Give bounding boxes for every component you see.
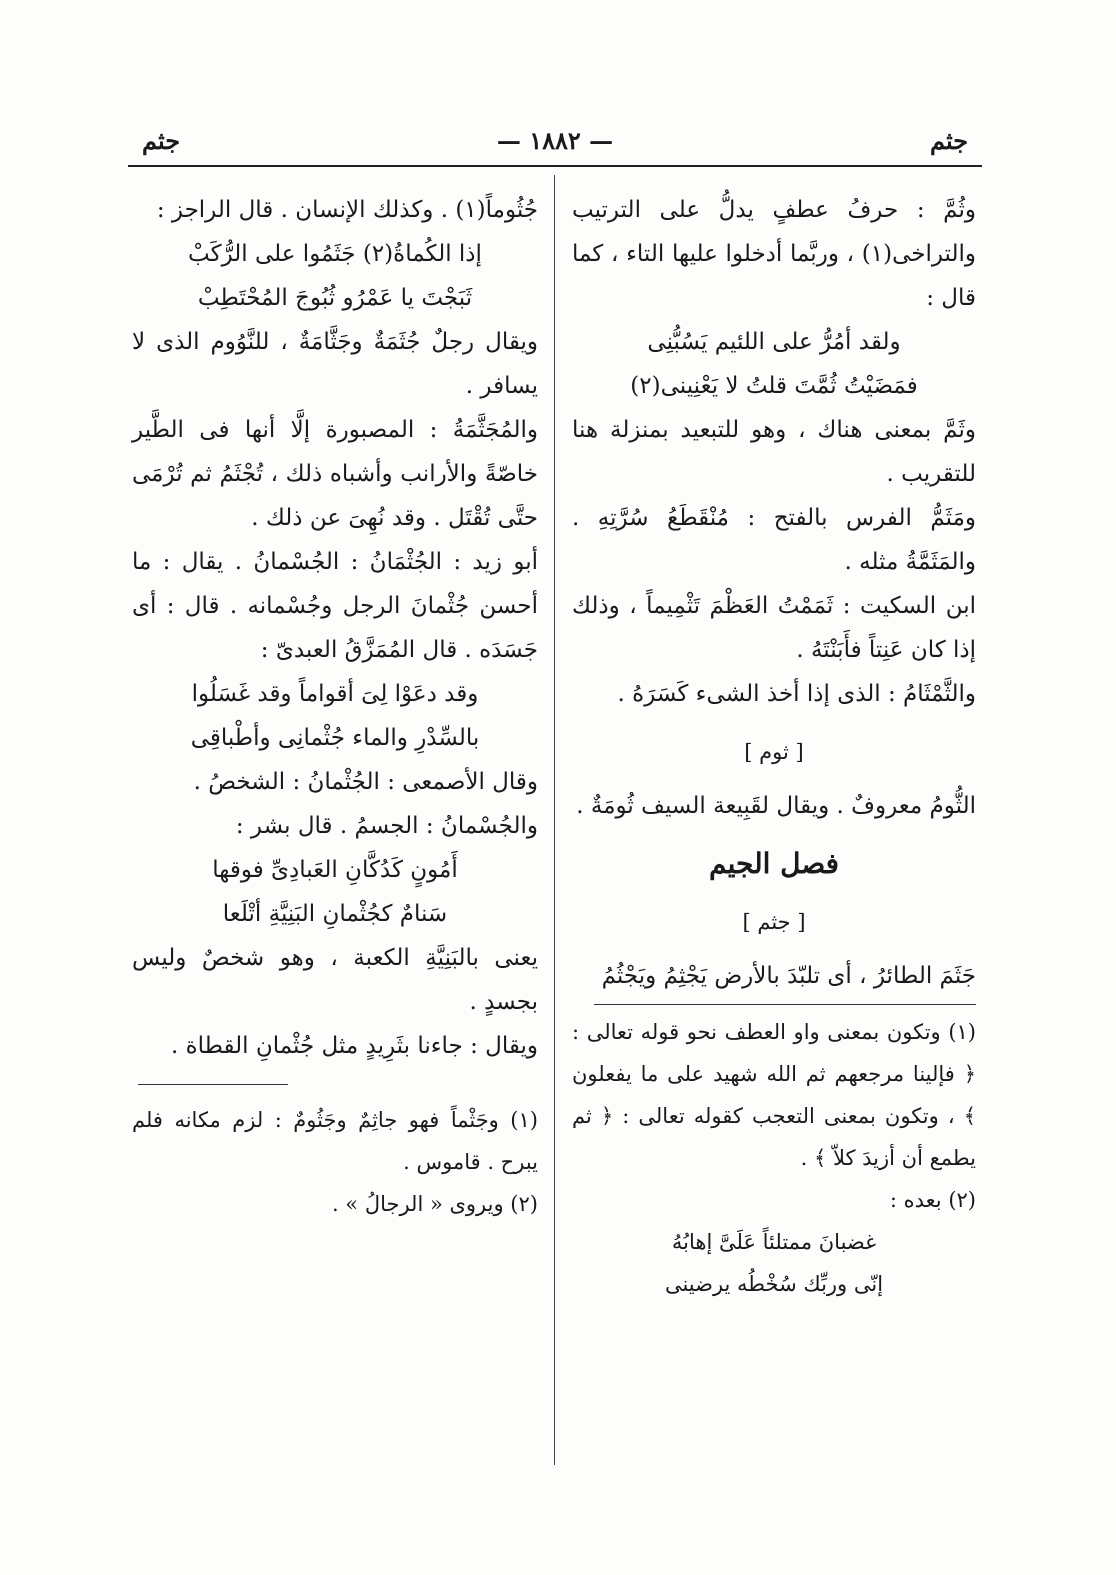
header-rule <box>128 165 982 167</box>
footnote-rule <box>138 1084 288 1085</box>
entry-mathamm: ومَثَمُّ الفرس بالفتح : مُنْقَطَعُ سُرَّتِهِ . والمَثَمَّةُ مثله . <box>572 505 976 575</box>
entry-jathama: جَثَمَ الطائرُ ، أى تلبّدَ بالأرض يَجْثِمُ ويَجْثُمُ <box>601 963 976 989</box>
entry-jutham: ويقال رجلٌ جُثَمَةٌ وجَثَّامَةٌ ، للنَّوُوم الذى لا يسافر . <box>132 329 538 399</box>
verse-line: وقد دعَوْا لِىَ أقواماً وقد غَسَلُوا <box>191 681 479 707</box>
footnote-verse: غضبانَ ممتلئاً عَلَىَّ إهابُهُ <box>671 1230 877 1254</box>
entry-thamma: وثَمَّ بمعنى هناك ، وهو للتبعيد بمنزلة هنا للتقريب . <box>572 417 976 487</box>
entry-thumma: وثُمَّ : حرفُ عطفٍ يدلُّ على الترتيب والتراخى(١) ، وربَّما أدخلوا عليها التاء ، كما قال : <box>572 197 976 311</box>
verse-line: ثَبَجْتَ يا عَمْرُو ثُبُوجَ المُحْتَطِبْ <box>197 285 473 311</box>
verse-line: بالسِّدْرِ والماء جُثْمانِى وأطْباقِى <box>190 725 480 751</box>
footnote-rule <box>594 1004 976 1005</box>
footnote: (٢) بعده : <box>889 1188 976 1212</box>
header-word-right: جثم <box>930 126 969 155</box>
entry-tharid: ويقال : جاءنا بثَرِيدٍ مثل جُثْمانِ القطاة . <box>170 1033 538 1059</box>
header-word-left: جثم <box>142 126 181 155</box>
footnote: (١) وجَثْماً فهو جاثِمٌ وجَثُومٌ : لزم مكانه فلم يبرح . قاموس . <box>132 1108 538 1174</box>
entry-juthum: جُثُوماً(١) . وكذلك الإنسان . قال الراجز : <box>156 197 538 223</box>
entry-abu-zayd: أبو زيد : الجُثْمَانُ : الجُسْمانُ . يقال : ما أحسن جُثْمانَ الرجل وجُسْمانه . قال : أى جَسَدَه . قال المُمَزَّقُ العبدىّ : <box>132 549 538 663</box>
column-divider <box>554 175 555 1465</box>
entry-thawm: الثُّومُ معروفٌ . ويقال لقَبِيعة السيف ثُومَةٌ . <box>576 793 976 819</box>
section-heading-thawm: [ ثوم ] <box>744 740 804 764</box>
footnote: (١) وتكون بمعنى واو العطف نحو قوله تعالى : ﴿ فإلينا مرجعهم ثم الله شهيد على ما يفعلون ﴾ ، وتكون بمعنى التعجب كقوله تعالى : ﴿ ثم يطمع أن أزيدَ كلاّ ﴾ . <box>572 1020 976 1170</box>
entry-mujaththama: والمُجَثَّمَةُ : المصبورة إلَّا أنها فى الطَّير خاصّةً والأرانب وأشباه ذلك ، تُجْثَمُ ثم تُرْمَى حتَّى تُقْتَل . وقد نُهِىَ عن ذلك . <box>132 417 538 531</box>
right-column <box>572 188 976 1305</box>
verse-line: إذا الكُماةُ(٢) جَثَمُوا على الرُّكَبْ <box>188 241 482 267</box>
verse-line: ولقد أمُرُّ على اللئيم يَسُبُّنِى <box>647 329 901 355</box>
page-number: — ١٨٨٢ — <box>496 126 614 155</box>
footnote: (٢) ويروى « الرجالُ » . <box>331 1192 538 1216</box>
verse-line: سَنامٌ كجُثْمانِ البَنِيَّةِ أتْلَعا <box>222 901 448 927</box>
footnote-verse: إنّى وربِّك سُخْطُه يرضينى <box>664 1272 884 1296</box>
entry-asmai: وقال الأصمعى : الجُثْمانُ : الشخصُ . <box>193 769 538 795</box>
verse-line: أَمُونٍ كَدُكَّانِ العَبادِىِّ فوقها <box>212 857 458 883</box>
verse-line: فمَضَيْتُ ثُمَّتَ قلتُ لا يَعْنِينى(٢) <box>630 373 918 399</box>
left-column <box>132 188 538 1225</box>
entry-thamtham: والثَّمْثَامُ : الذى إذا أخذ الشىء كَسَرَهُ . <box>617 681 976 707</box>
chapter-heading: فصل الجيم <box>708 847 840 880</box>
entry-ibn-sikkit: ابن السكيت : ثَمَمْتُ العَظْمَ تَثْمِيماً ، وذلك إذا كان عَنِتاً فأَبَنْتَهُ . <box>572 593 976 663</box>
section-heading-jathm: [ جثم ] <box>742 910 806 934</box>
entry-baniyya: يعنى بالبَنِيَّةِ الكعبة ، وهو شخصٌ وليس بجسدٍ . <box>132 945 538 1015</box>
entry-jusman: والجُسْمانُ : الجسمُ . قال بشر : <box>235 813 538 839</box>
